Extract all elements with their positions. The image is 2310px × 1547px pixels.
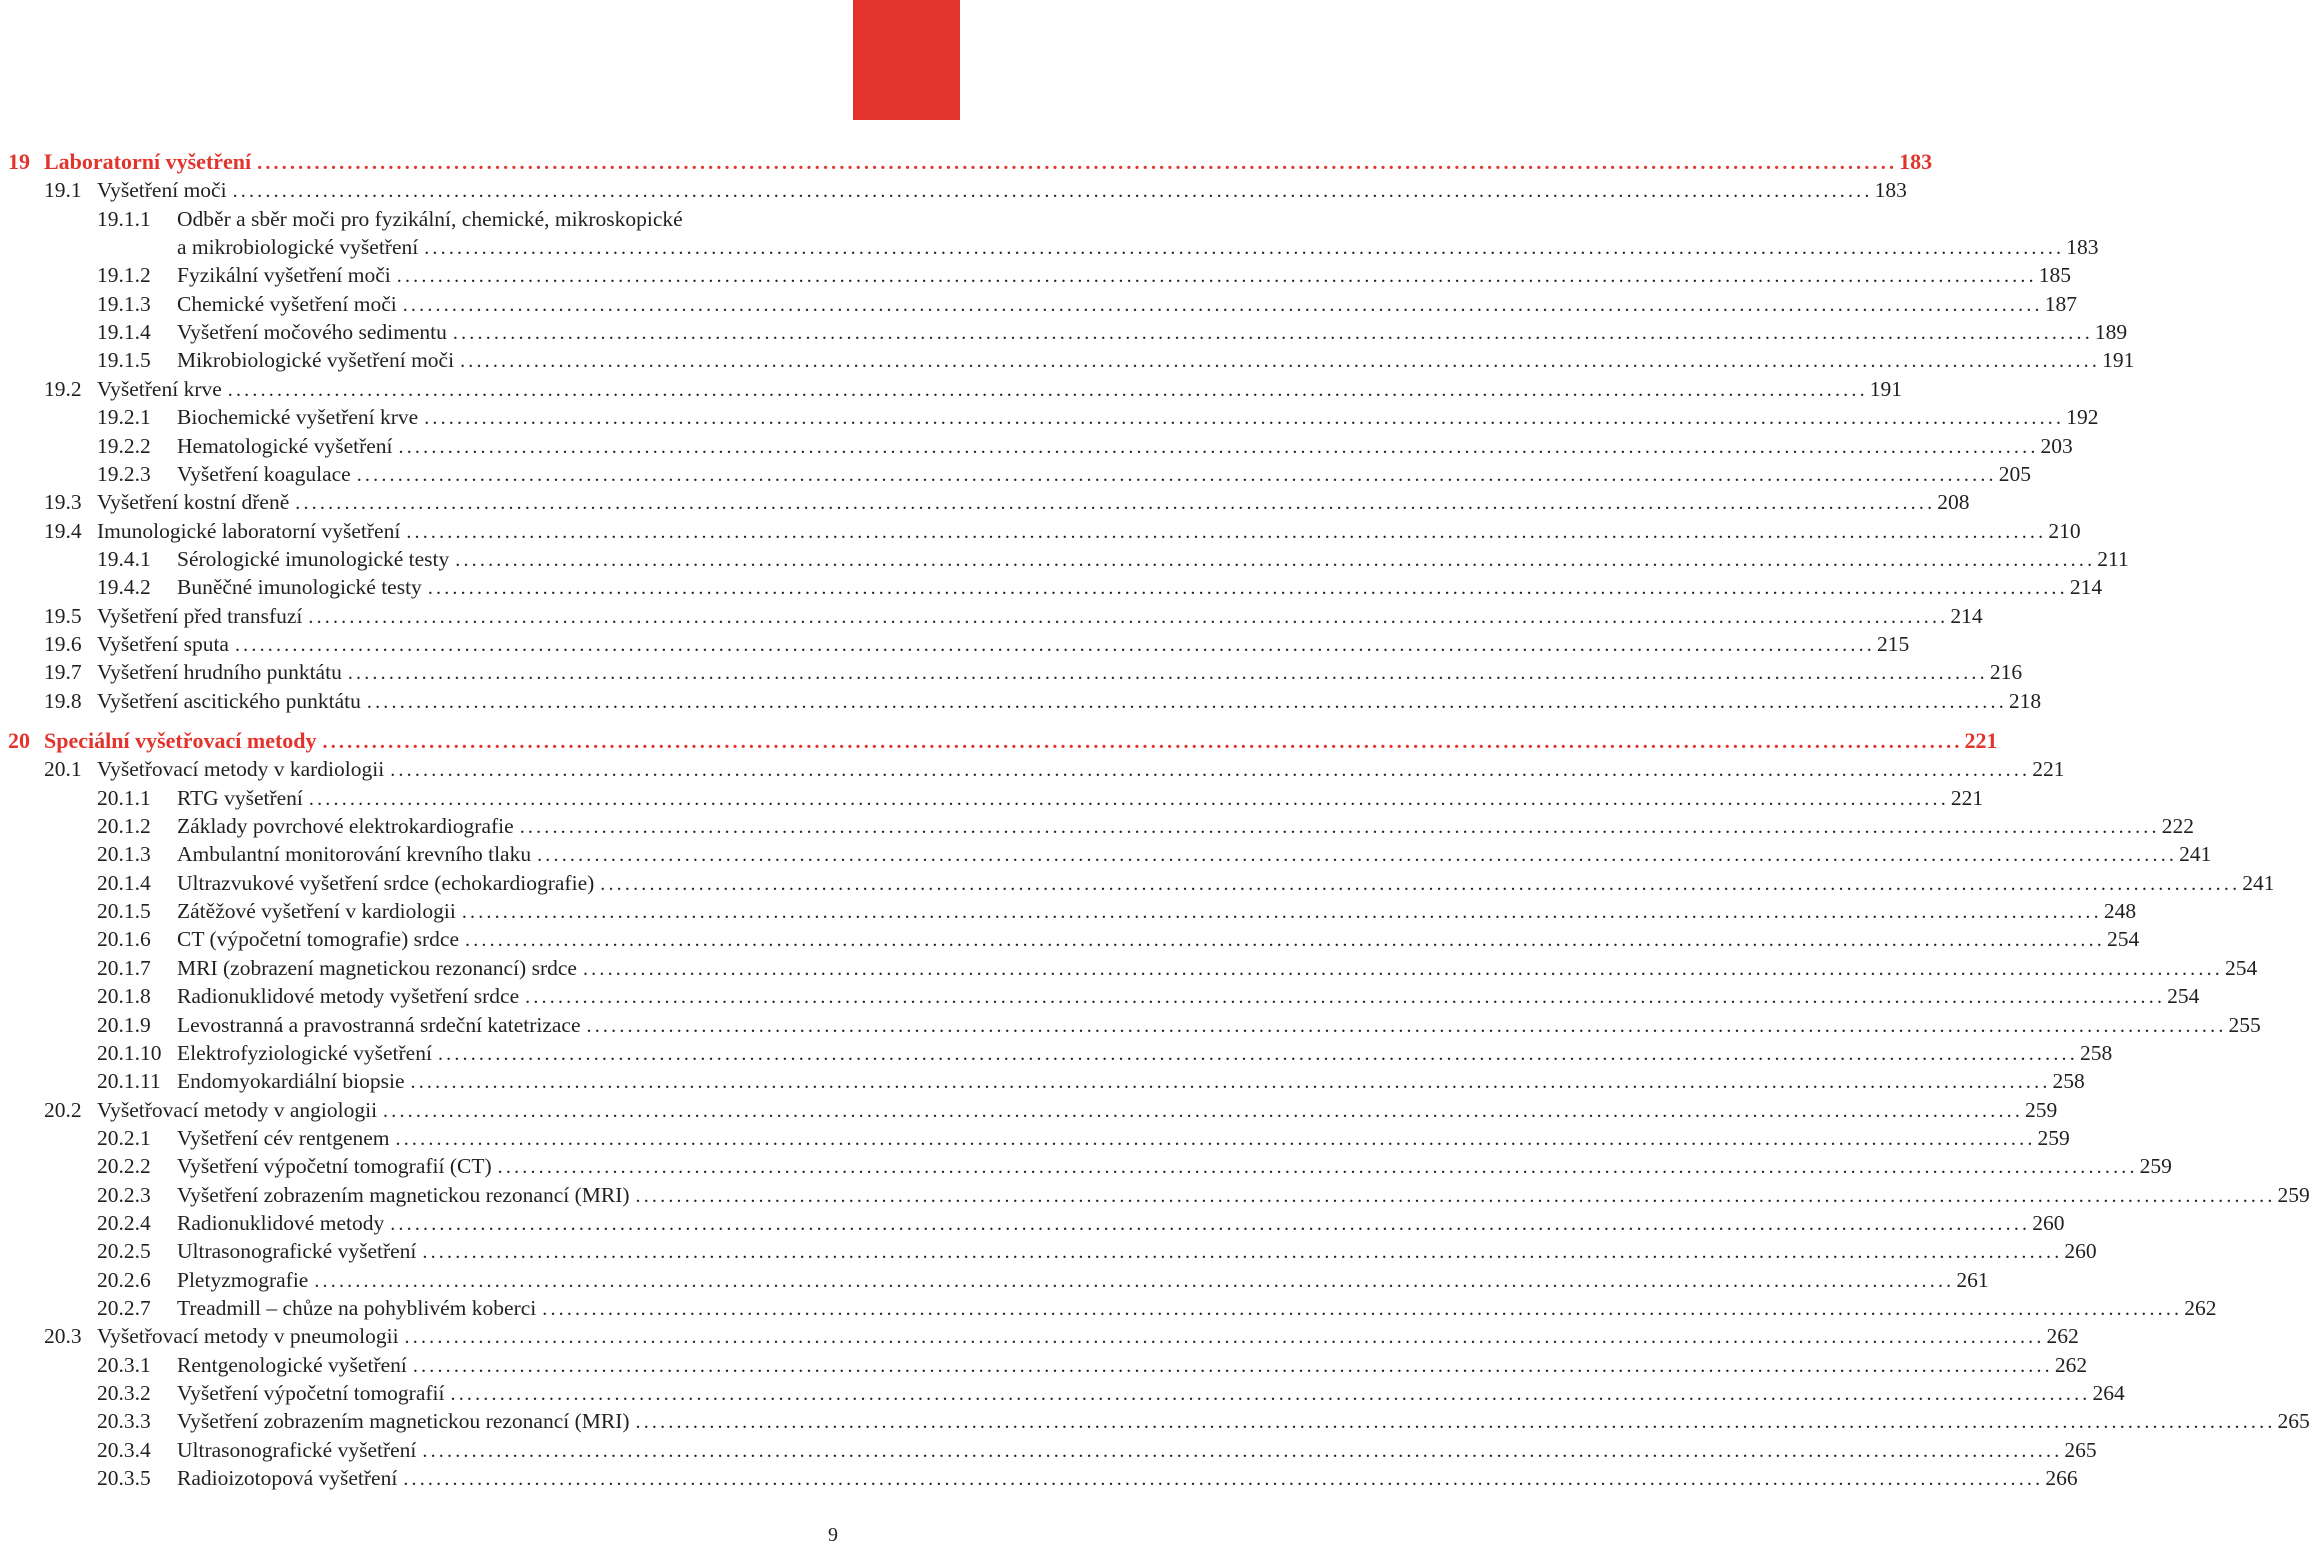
toc-leader-dots: ........................................................................................................................................................................................................ <box>390 1212 2031 1235</box>
toc-entry-title: Laboratorní vyšetření <box>44 149 252 174</box>
toc-entry-page: 264 <box>2092 1381 2125 1406</box>
toc-entry-page: 221 <box>1950 785 1984 810</box>
toc-entry[interactable] <box>0 840 2212 868</box>
toc-entry-number: 20.1.11 <box>97 1069 161 1094</box>
toc-entry-page: 266 <box>2045 1466 2078 1491</box>
toc-entry-page: 265 <box>2277 1409 2310 1434</box>
toc-entry[interactable] <box>0 658 2023 686</box>
toc-entry-title: Mikrobiologické vyšetření moči <box>177 348 455 373</box>
toc-entry-page: 216 <box>1989 660 2023 685</box>
toc-entry[interactable] <box>0 1407 2310 1435</box>
toc-leader-dots: ........................................................................................................................................................................................................ <box>586 1014 2227 1037</box>
toc-entry-page: 191 <box>2102 348 2135 373</box>
toc-entry-title: Radionuklidové metody vyšetření srdce <box>177 984 520 1009</box>
toc-entry[interactable] <box>0 687 2042 715</box>
toc-entry[interactable] <box>0 1351 2088 1379</box>
toc-entry-number: 20.1.3 <box>97 842 151 867</box>
toc-entry-title: Ultrasonografické vyšetření <box>177 1239 417 1264</box>
toc-leader-dots: ........................................................................................................................................................................................................ <box>461 901 2102 924</box>
toc-entry[interactable] <box>0 573 2103 601</box>
toc-entry-title: Buněčné imunologické testy <box>177 575 422 600</box>
toc-entry-number: 19.2 <box>44 376 82 401</box>
toc-entry-page: 255 <box>2228 1012 2261 1037</box>
toc-entry-title: Vyšetření výpočetní tomografií <box>177 1381 445 1406</box>
toc-entry[interactable] <box>0 954 2258 982</box>
toc-entry[interactable] <box>0 261 2072 289</box>
toc-leader-dots: ........................................................................................................................................................................................................ <box>402 293 2043 316</box>
toc-entry-number: 20.1.8 <box>97 984 151 1009</box>
toc-leader-dots: ........................................................................................................................................................................................................ <box>525 986 2166 1009</box>
toc-entry[interactable] <box>0 488 1970 516</box>
toc-entry-page: 258 <box>2052 1069 2085 1094</box>
toc-entry-number: 20.3.4 <box>97 1437 151 1462</box>
toc-entry-number: 19.2.2 <box>97 433 151 458</box>
toc-entry-page: 191 <box>1869 376 1903 401</box>
toc-entry-page: 187 <box>2044 291 2077 316</box>
toc-leader-dots: ........................................................................................................................................................................................................ <box>437 1042 2078 1065</box>
toc-entry-page: 205 <box>1998 461 2031 486</box>
toc-entry-title: Zátěžové vyšetření v kardiologii <box>177 899 456 924</box>
toc-entry-title: Vyšetření zobrazením magnetickou rezonancí (MRI) <box>177 1409 630 1434</box>
toc-entry-page: 259 <box>2025 1097 2058 1122</box>
toc-entry-page: 218 <box>2008 688 2042 713</box>
toc-leader-dots: ........................................................................................................................................................................................................ <box>424 237 2065 260</box>
toc-entry[interactable] <box>0 1152 2172 1180</box>
toc-entry-number: 19.4.1 <box>97 546 151 571</box>
toc-entry[interactable] <box>0 869 2275 897</box>
toc-entry-title: CT (výpočetní tomografie) srdce <box>177 927 459 952</box>
toc-entry[interactable] <box>0 1181 2310 1209</box>
toc-entry[interactable] <box>0 925 2140 953</box>
toc-entry-number: 19.4 <box>44 518 82 543</box>
toc-leader-dots: ........................................................................................................................................................................................................ <box>295 492 1936 515</box>
toc-entry[interactable] <box>0 755 2065 783</box>
toc-entry-number: 20 <box>8 728 30 753</box>
toc-entry-title: Vyšetření ascitického punktátu <box>97 688 361 713</box>
toc-entry-number: 20.1.6 <box>97 927 151 952</box>
toc-entry-page: 260 <box>2032 1210 2065 1235</box>
toc-entry-page: 262 <box>2054 1352 2088 1377</box>
toc-entry-page: 259 <box>2037 1125 2070 1150</box>
toc-leader-dots: ........................................................................................................................................................................................................ <box>410 1071 2051 1094</box>
toc-entry-title: Základy povrchové elektrokardiografie <box>177 814 514 839</box>
toc-entry-page: 241 <box>2179 842 2212 867</box>
toc-entry-title: Hematologické vyšetření <box>177 433 393 458</box>
toc-entry-title: Levostranná a pravostranná srdeční katetrizace <box>177 1012 581 1037</box>
toc-leader-dots: ........................................................................................................................................................................................................ <box>232 180 1873 203</box>
toc-entry-page: 222 <box>2161 814 2194 839</box>
toc-entry-number: 20.1.4 <box>97 870 151 895</box>
toc-entry-number: 20.2 <box>44 1097 82 1122</box>
toc-entry-title: Pletyzmografie <box>177 1267 309 1292</box>
toc-entry-page: 208 <box>1937 490 1970 515</box>
toc-entry[interactable] <box>0 318 2128 346</box>
toc-entry[interactable] <box>0 1379 2125 1407</box>
toc-entry-number: 20.1.5 <box>97 899 151 924</box>
toc-entry-number: 19.5 <box>44 603 82 628</box>
toc-entry-title: Vyšetření před transfuzí <box>97 603 303 628</box>
toc-entry-page: 262 <box>2046 1324 2079 1349</box>
toc-entry[interactable] <box>0 1436 2097 1464</box>
toc-entry-number: 20.2.2 <box>97 1154 151 1179</box>
toc-entry-number: 19.4.2 <box>97 575 151 600</box>
toc-entry-title: Vyšetření sputa <box>97 631 229 656</box>
toc-entry-page: 265 <box>2064 1437 2097 1462</box>
toc-entry[interactable] <box>0 517 2081 545</box>
toc-entry-title: Vyšetření moči <box>97 178 227 203</box>
toc-leader-dots: ........................................................................................................................................................................................................ <box>635 1184 2276 1207</box>
page-number: 9 <box>828 1524 838 1546</box>
toc-entry[interactable] <box>0 432 2073 460</box>
toc-entry[interactable] <box>0 1237 2097 1265</box>
toc-chapter[interactable] <box>0 727 1998 755</box>
toc-entry-page: 262 <box>2184 1296 2217 1320</box>
toc-entry-number: 20.1.2 <box>97 814 151 839</box>
toc-leader-dots: ........................................................................................................................................................................................................ <box>497 1156 2138 1179</box>
toc-leader-dots: ........................................................................................................................................................................................................ <box>356 463 1997 486</box>
toc-entry-title: RTG vyšetření <box>177 785 303 810</box>
toc-entry-number: 19.8 <box>44 688 82 713</box>
toc-leader-dots: ........................................................................................................................................................................................................ <box>403 1468 2044 1491</box>
toc-entry-page: 183 <box>2066 235 2099 260</box>
toc-leader-dots: ........................................................................................................................................................................................................ <box>390 759 2031 782</box>
toc-entry-page: 203 <box>2040 433 2073 458</box>
toc-entry-title: Elektrofyziologické vyšetření <box>177 1040 432 1065</box>
toc-leader-dots: ........................................................................................................................................................................................................ <box>383 1099 2024 1122</box>
toc-entry[interactable] <box>0 1322 2079 1350</box>
toc-leader-dots: ........................................................................................................................................................................................................ <box>455 548 2096 571</box>
toc-leader-dots: ........................................................................................................................................................................................................ <box>460 350 2101 373</box>
toc-entry-number: 19.3 <box>44 490 82 515</box>
toc-entry-page: 241 <box>2242 870 2275 895</box>
toc-leader-dots: ........................................................................................................................................................................................................ <box>582 957 2223 980</box>
toc-entry-number: 20.3.1 <box>97 1352 151 1377</box>
toc-entry[interactable] <box>0 375 1903 403</box>
toc-entry-number: 20.1 <box>44 757 82 782</box>
toc-entry-page: 221 <box>1964 728 1998 753</box>
toc-entry[interactable] <box>0 812 2194 840</box>
toc-leader-dots: ........................................................................................................................................................................................................ <box>398 435 2039 458</box>
toc-entry-number: 19.6 <box>44 631 82 656</box>
toc-entry-title: Rentgenologické vyšetření <box>177 1352 407 1377</box>
toc-entry-page: 254 <box>2167 984 2200 1009</box>
toc-entry[interactable] <box>0 1067 2085 1095</box>
toc-entry[interactable] <box>0 1096 2058 1124</box>
toc-leader-dots: ........................................................................................................................................................................................................ <box>308 605 1949 628</box>
toc-entry-title: Biochemické vyšetření krve <box>177 405 419 430</box>
toc-entry-number: 20.2.6 <box>97 1267 151 1292</box>
toc-entry[interactable] <box>0 1039 2113 1067</box>
toc-leader-dots: ........................................................................................................................................................................................................ <box>465 929 2105 952</box>
toc-entry-page: 183 <box>1874 178 1907 203</box>
toc-entry[interactable] <box>0 897 2137 925</box>
toc-entry-number: 19.2.3 <box>97 461 151 486</box>
toc-leader-dots: ........................................................................................................................................................................................................ <box>424 407 2065 430</box>
toc-entry[interactable] <box>0 982 2200 1010</box>
toc-leader-dots: ........................................................................................................................................................................................................ <box>322 731 1963 753</box>
toc-leader-dots: ........................................................................................................................................................................................................ <box>427 577 2068 600</box>
toc-entry-number: 20.2.7 <box>97 1296 151 1320</box>
toc-entry[interactable] <box>0 602 1983 630</box>
toc-entry-title: Radionuklidové metody <box>177 1210 385 1235</box>
toc-entry[interactable] <box>0 1124 2070 1152</box>
toc-entry-page: 254 <box>2224 955 2258 980</box>
toc-entry[interactable] <box>0 1266 1989 1294</box>
toc-entry-number: 19.7 <box>44 660 82 685</box>
toc-entry-page: 185 <box>2038 263 2072 288</box>
toc-entry[interactable] <box>0 460 2031 488</box>
toc-entry-title: Vyšetření močového sedimentu <box>177 320 447 345</box>
toc-leader-dots: ........................................................................................................................................................................................................ <box>396 265 2037 288</box>
toc-leader-dots: ........................................................................................................................................................................................................ <box>257 152 1898 174</box>
toc-entry-title: Chemické vyšetření moči <box>177 291 397 316</box>
toc-entry-title: Vyšetřovací metody v angiologii <box>97 1097 378 1122</box>
toc-entry-page: 215 <box>1876 631 1910 656</box>
toc-entry[interactable] <box>0 784 1984 812</box>
toc-entry[interactable] <box>0 403 2099 431</box>
toc-entry-title: Endomyokardiální biopsie <box>177 1069 405 1094</box>
toc-leader-dots: ........................................................................................................................................................................................................ <box>412 1354 2053 1377</box>
chapter-color-tab <box>853 0 960 120</box>
toc-entry-page: 211 <box>2097 546 2129 571</box>
toc-entry-title: Vyšetření kostní dřeně <box>97 490 290 515</box>
toc-leader-dots: ........................................................................................................................................................................................................ <box>519 816 2160 839</box>
toc-leader-dots: ........................................................................................................................................................................................................ <box>395 1127 2036 1150</box>
toc-entry-number: 20.1.9 <box>97 1012 151 1037</box>
toc-leader-dots: ........................................................................................................................................................................................................ <box>537 844 2178 867</box>
toc-entry-number: 20.3 <box>44 1324 82 1349</box>
toc-entry-title: Sérologické imunologické testy <box>177 546 450 571</box>
toc-entry-number: 19 <box>8 149 30 174</box>
toc-entry-title: Fyzikální vyšetření moči <box>177 263 391 288</box>
toc-entry-number: 20.3.3 <box>97 1409 151 1434</box>
toc-entry[interactable] <box>0 290 2077 318</box>
toc-leader-dots: ........................................................................................................................................................................................................ <box>422 1439 2063 1462</box>
toc-entry-title: Vyšetření koagulace <box>177 461 351 486</box>
toc-entry-number: 19.1.1 <box>97 206 151 231</box>
toc-entry-page: 192 <box>2066 405 2099 430</box>
toc-entry-title: Odběr a sběr moči pro fyzikální, chemické, mikroskopické <box>177 206 683 231</box>
toc-entry[interactable] <box>0 205 838 233</box>
toc-chapter[interactable] <box>0 148 1933 176</box>
toc-entry[interactable] <box>0 545 2129 573</box>
toc-entry-title: Vyšetření krve <box>97 376 222 401</box>
toc-entry-page: 261 <box>1956 1267 1989 1292</box>
toc-leader-dots: ........................................................................................................................................................................................................ <box>422 1241 2063 1264</box>
toc-entry-page: 248 <box>2103 899 2137 924</box>
toc-leader-dots: ........................................................................................................................................................................................................ <box>404 1326 2045 1349</box>
toc-entry[interactable] <box>0 176 1907 204</box>
toc-entry-page: 260 <box>2064 1239 2097 1264</box>
toc-entry-number: 20.2.5 <box>97 1239 151 1264</box>
toc-entry-title: Vyšetření cév rentgenem <box>177 1125 390 1150</box>
toc-entry-title: Vyšetřovací metody v kardiologii <box>97 757 385 782</box>
toc-entry-title: Imunologické laboratorní vyšetření <box>97 518 401 543</box>
toc-entry-page: 254 <box>2107 927 2140 952</box>
toc-entry-title: Speciální vyšetřovací metody <box>44 728 317 753</box>
toc-leader-dots: ........................................................................................................................................................................................................ <box>406 520 2047 543</box>
toc-entry-page: 258 <box>2079 1040 2113 1065</box>
toc-entry-title: Vyšetření hrudního punktátu <box>97 660 342 685</box>
toc-entry-page: 221 <box>2032 757 2065 782</box>
toc-leader-dots: ........................................................................................................................................................................................................ <box>542 1298 2183 1320</box>
toc-entry[interactable] <box>0 1464 2078 1492</box>
toc-leader-dots: ........................................................................................................................................................................................................ <box>314 1269 1955 1292</box>
toc-leader-dots: ........................................................................................................................................................................................................ <box>600 872 2241 895</box>
toc-entry-number: 19.1 <box>44 178 82 203</box>
toc-entry-title: Ambulantní monitorování krevního tlaku <box>177 842 532 867</box>
toc-entry-title: Vyšetřovací metody v pneumologii <box>97 1324 399 1349</box>
toc-entry-number: 20.1.1 <box>97 785 151 810</box>
toc-entry-page: 214 <box>2069 575 2103 600</box>
toc-leader-dots: ........................................................................................................................................................................................................ <box>347 662 1988 685</box>
toc-entry-page: 214 <box>1950 603 1983 628</box>
toc-entry-title: a mikrobiologické vyšetření <box>177 235 419 260</box>
toc-entry-page: 189 <box>2094 320 2128 345</box>
toc-entry-title: Vyšetření výpočetní tomografií (CT) <box>177 1154 492 1179</box>
toc-entry-number: 19.1.4 <box>97 320 151 345</box>
toc-leader-dots: ........................................................................................................................................................................................................ <box>308 787 1949 810</box>
toc-leader-dots: ........................................................................................................................................................................................................ <box>635 1411 2276 1434</box>
toc-entry-number: 20.3.2 <box>97 1381 151 1406</box>
toc-leader-dots: ........................................................................................................................................................................................................ <box>366 690 2007 713</box>
toc-entry-number: 19.1.3 <box>97 291 151 316</box>
toc-entry-number: 20.2.3 <box>97 1182 151 1207</box>
toc-entry-number: 19.2.1 <box>97 405 151 430</box>
toc-entry-title: Radioizotopová vyšetření <box>177 1466 398 1491</box>
toc-leader-dots: ........................................................................................................................................................................................................ <box>450 1383 2091 1406</box>
toc-entry-title: Ultrazvukové vyšetření srdce (echokardiografie) <box>177 870 595 895</box>
toc-entry[interactable] <box>0 1209 2065 1237</box>
toc-leader-dots: ........................................................................................................................................................................................................ <box>452 322 2093 345</box>
toc-entry-title: Treadmill – chůze na pohyblivém koberci <box>177 1296 537 1320</box>
toc-leader-dots: ........................................................................................................................................................................................................ <box>234 633 1875 656</box>
toc-entry-title: Vyšetření zobrazením magnetickou rezonancí (MRI) <box>177 1182 630 1207</box>
toc-entry-number: 20.1.7 <box>97 955 151 980</box>
toc-entry-page: 183 <box>1899 149 1933 174</box>
toc-entry-number: 19.1.5 <box>97 348 151 373</box>
toc-leader-dots: ........................................................................................................................................................................................................ <box>227 378 1868 401</box>
toc-entry-page: 259 <box>2277 1182 2310 1207</box>
toc-entry-number: 20.2.4 <box>97 1210 151 1235</box>
toc-entry-number: 20.1.10 <box>97 1040 162 1065</box>
toc-entry-title: MRI (zobrazení magnetickou rezonancí) srdce <box>177 955 577 980</box>
toc-entry-number: 19.1.2 <box>97 263 151 288</box>
toc-entry-number: 20.3.5 <box>97 1466 151 1491</box>
toc-entry[interactable] <box>0 1011 2261 1039</box>
toc-entry[interactable] <box>0 346 2135 374</box>
toc-entry-page: 210 <box>2048 518 2081 543</box>
toc-entry-title: Ultrasonografické vyšetření <box>177 1437 417 1462</box>
toc-entry[interactable] <box>0 630 1910 658</box>
toc-entry[interactable] <box>0 1294 2217 1322</box>
toc-entry-page: 259 <box>2139 1154 2172 1179</box>
toc-entry-number: 20.2.1 <box>97 1125 151 1150</box>
toc-entry[interactable] <box>0 233 2099 261</box>
